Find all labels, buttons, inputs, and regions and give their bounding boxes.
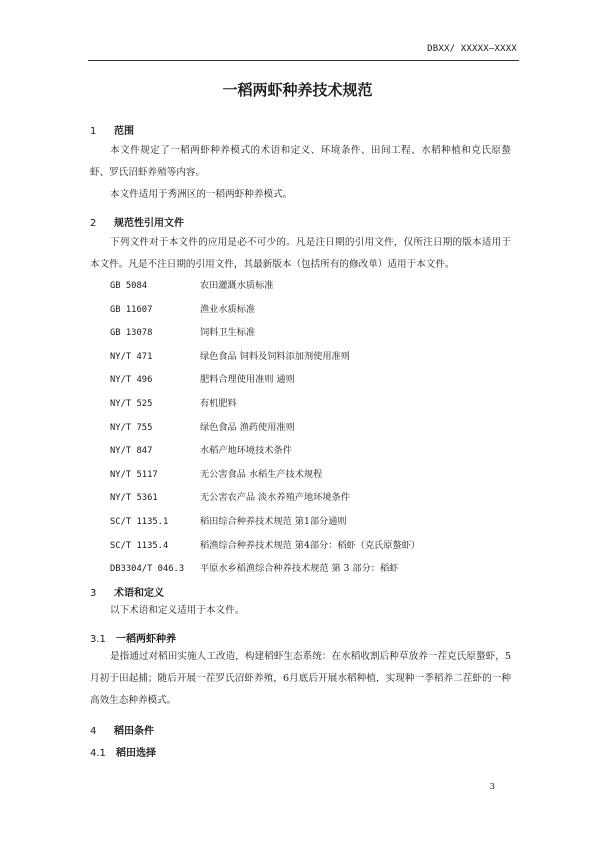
reference-item (110, 513, 420, 537)
section-title: 范围 (114, 126, 134, 137)
section-number: 4.1 (90, 748, 106, 759)
reference-title: 水稻产地环境技术条件 (200, 445, 292, 457)
reference-item (110, 419, 420, 443)
reference-list (110, 277, 420, 584)
reference-code: SC/T 1135.1 (110, 516, 169, 527)
paragraph-term-definition: 是指通过对稻田实施人工改造，构建稻虾生态系统：在水稻收割后种草放养一茬克氏原螯虾，5月初于田起捕；随后开展一茬罗氏沼虾养殖，6月底后开展水稻种植，实现种一季稻养二茬虾的一种高效生态种养模式。 (90, 651, 511, 706)
reference-item (110, 301, 420, 325)
section-title: 稻田条件 (114, 726, 154, 737)
paragraph-scope-2: 本文件适用于秀洲区的一稻两虾种养模式。 (110, 189, 293, 200)
header-rule (88, 60, 519, 61)
reference-code: NY/T 755 (110, 422, 153, 433)
reference-title: 无公害食品 水稻生产技术规程 (200, 468, 323, 480)
reference-code: NY/T 496 (110, 375, 153, 386)
reference-item (110, 489, 420, 513)
document-code: DBXX/ XXXXX—XXXX (427, 44, 517, 54)
reference-title: 肥料合理使用准则 通则 (200, 374, 295, 386)
reference-item (110, 442, 420, 466)
section-title: 稻田选择 (116, 748, 156, 759)
reference-item (110, 560, 420, 584)
reference-item (110, 466, 420, 490)
reference-code: SC/T 1135.4 (110, 540, 169, 551)
section-heading-4 (90, 722, 154, 737)
reference-title: 绿色食品 渔药使用准则 (200, 421, 295, 433)
reference-code: NY/T 525 (110, 398, 153, 409)
section-heading-2 (90, 214, 184, 229)
reference-item (110, 348, 420, 372)
section-title: 规范性引用文件 (114, 218, 184, 229)
reference-item (110, 324, 420, 348)
reference-code: NY/T 5361 (110, 493, 158, 504)
reference-code: GB 11607 (110, 304, 153, 315)
section-heading-3-1 (90, 630, 176, 645)
section-number: 4 (90, 726, 97, 737)
section-heading-3 (90, 584, 164, 599)
reference-title: 绿色食品 饲料及饲料添加剂使用准则 (200, 350, 350, 362)
reference-title: 渔业水质标准 (200, 303, 256, 315)
reference-title: 农田灌溉水质标准 (200, 280, 274, 291)
reference-code: GB 13078 (110, 328, 153, 339)
paragraph-refs-intro: 下列文件对于本文件的应用是必不可少的。凡是注日期的引用文件，仅所注日期的版本适用于本文件。凡是不注日期的引用文件，其最新版本（包括所有的修改单）适用于本文件。 (90, 237, 511, 270)
section-number: 1 (90, 126, 97, 137)
section-number: 3.1 (90, 634, 106, 645)
reference-code: DB3304/T 046.3 (110, 564, 185, 575)
reference-code: NY/T 5117 (110, 469, 158, 480)
paragraph-terms-intro: 以下术语和定义适用于本文件。 (110, 605, 245, 616)
reference-title: 饲料卫生标准 (200, 327, 256, 339)
reference-code: NY/T 847 (110, 446, 153, 457)
section-title: 一稻两虾种养 (116, 634, 176, 645)
reference-item (110, 537, 420, 561)
reference-title: 平原水乡稻渔综合种养技术规范 第 3 部分：稻虾 (200, 563, 399, 575)
page-number: 3 (489, 782, 495, 792)
paragraph-scope-1: 本文件规定了一稻两虾种养模式的术语和定义、环境条件、田间工程、水稻种植和克氏原螯虾、罗氏沼虾养殖等内容。 (90, 145, 511, 178)
section-heading-4-1 (90, 744, 156, 759)
reference-item (110, 395, 420, 419)
reference-code: NY/T 471 (110, 351, 153, 362)
section-number: 2 (90, 218, 97, 229)
section-number: 3 (90, 588, 97, 599)
reference-title: 无公害农产品 淡水养殖产地环境条件 (200, 492, 350, 504)
reference-title: 稻渔综合种养技术规范 第4部分：稻虾（克氏原螯虾） (200, 539, 421, 551)
reference-title: 有机肥料 (200, 397, 237, 409)
reference-item (110, 277, 420, 301)
reference-item (110, 371, 420, 395)
section-heading-1 (90, 122, 134, 137)
document-title: 一稻两虾种养技术规范 (222, 81, 373, 99)
reference-title: 稻田综合种养技术规范 第1部分通则 (200, 515, 347, 527)
section-title: 术语和定义 (114, 588, 164, 599)
reference-code: GB 5084 (110, 281, 148, 291)
